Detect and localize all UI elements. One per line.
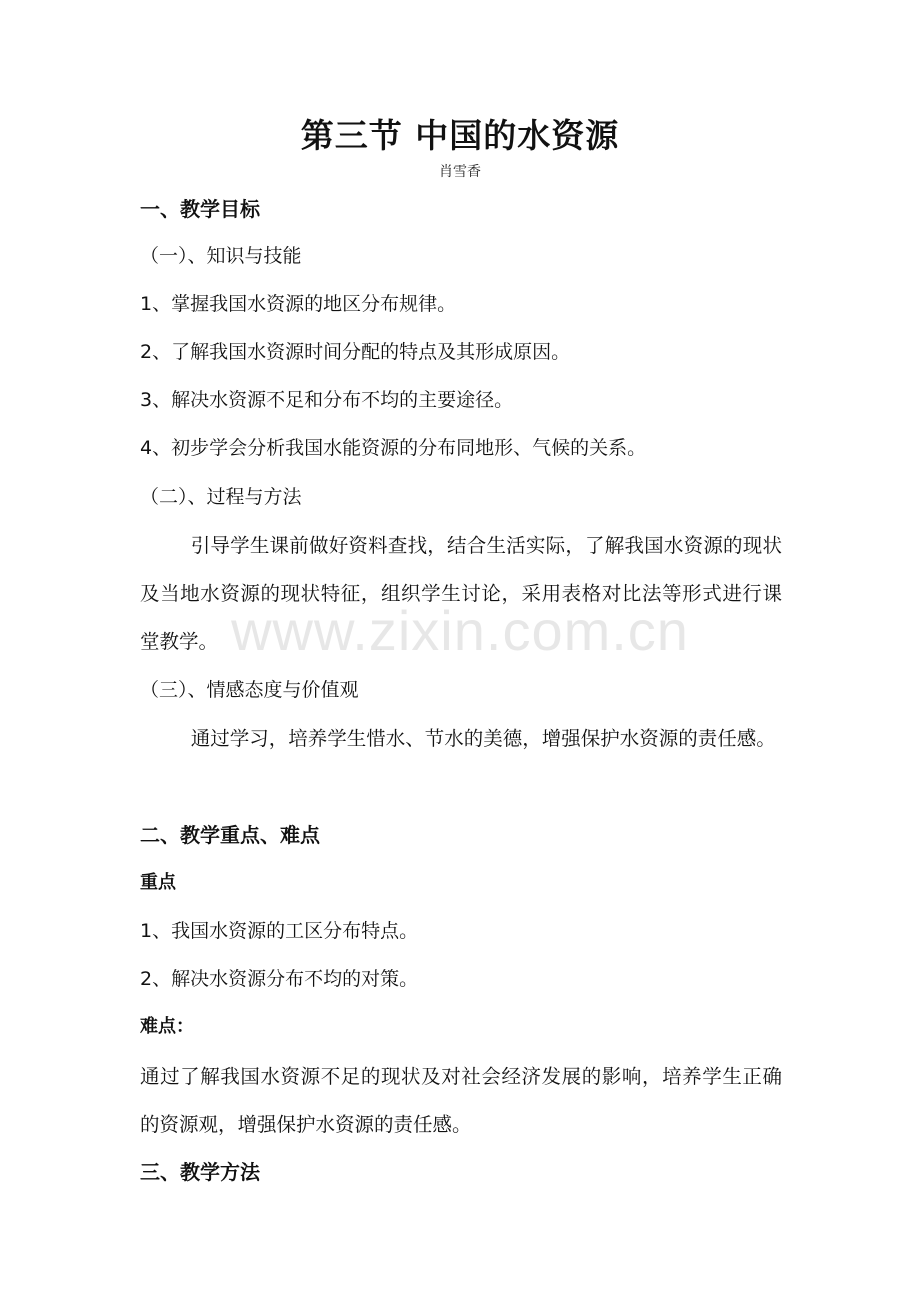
section-heading-methods: 三、教学方法 bbox=[140, 1160, 260, 1184]
list-item: 1、掌握我国水资源的地区分布规律。 bbox=[140, 293, 457, 315]
key-points-label: 重点 bbox=[140, 872, 176, 893]
subsection-emotion-values: （三）、情感态度与价值观 bbox=[140, 679, 359, 701]
subsection-knowledge-skills: （一）、知识与技能 bbox=[140, 245, 302, 267]
watermark: www.zixin.com.cn bbox=[231, 599, 689, 662]
section-heading-objectives: 一、教学目标 bbox=[140, 197, 260, 221]
subsection-process-methods: （二）、过程与方法 bbox=[140, 486, 302, 508]
author-name: 肖雪香 bbox=[439, 164, 481, 180]
paragraph-process-methods: 引导学生课前做好资料查找，结合生活实际，了解我国水资源的现状及当地水资源的现状特征，组织学生讨论，采用表格对比法等形式进行课堂教学。 bbox=[140, 534, 782, 653]
list-item: 1、我国水资源的工区分布特点。 bbox=[140, 920, 419, 942]
list-item: 2、解决水资源分布不均的对策。 bbox=[140, 968, 419, 990]
paragraph-emotion-values: 通过学习，培养学生惜水、节水的美德，增强保护水资源的责任感。 bbox=[190, 727, 776, 750]
list-item: 2、了解我国水资源时间分配的特点及其形成原因。 bbox=[140, 341, 571, 363]
document-title: 第三节 中国的水资源 bbox=[300, 116, 620, 155]
list-item: 3、解决水资源不足和分布不均的主要途径。 bbox=[140, 389, 514, 411]
list-item: 4、初步学会分析我国水能资源的分布同地形、气候的关系。 bbox=[140, 437, 647, 459]
section-heading-key-points: 二、教学重点、难点 bbox=[140, 823, 320, 847]
difficult-points-label: 难点： bbox=[140, 1016, 194, 1037]
paragraph-difficult-points: 通过了解我国水资源不足的现状及对社会经济发展的影响，培养学生正确的资源观，增强保护水资源的责任感。 bbox=[140, 1065, 782, 1136]
